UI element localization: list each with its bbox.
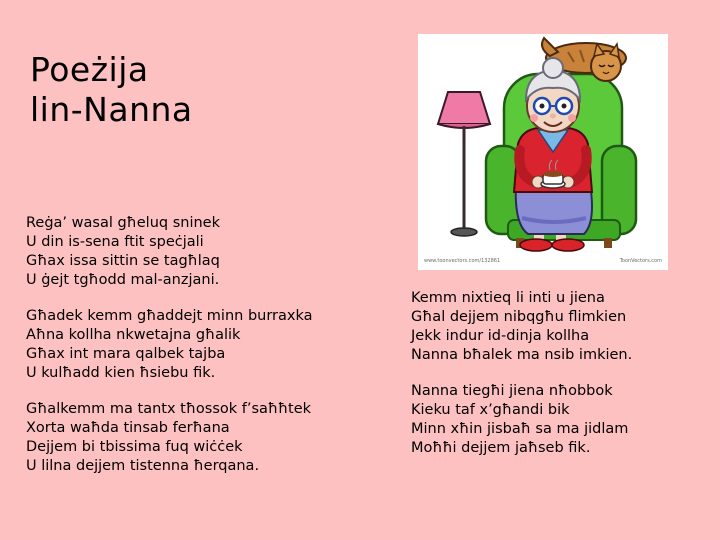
poem-line: Kemm nixtieq li inti u jiena [411,290,605,306]
poem-line: Xorta waħda tinsab ferħana [26,420,230,436]
watermark-left: www.toonvectors.com/132861 [424,258,501,264]
page-title [30,50,193,130]
poem-line: Reġa’ wasal għeluq sninek [26,215,220,231]
watermark-right: ToonVectors.com [619,258,662,264]
poem-right-column [411,289,711,475]
stanza [26,214,386,290]
poem-line: Moħħi dejjem jaħseb fik. [411,440,591,456]
poem-line: Għax issa sittin se tagħlaq [26,253,220,269]
poem-line: Għadek kemm għaddejt minn burraxka [26,308,313,324]
poem-line: Għalkemm ma tantx tħossok f’saħħtek [26,401,312,417]
poem-line: Kieku taf x’għandi bik [411,402,570,418]
stanza [411,382,711,458]
stanza [26,307,386,383]
grandma-armchair-illustration [418,34,668,270]
poem-line: Dejjem bi tbissima fuq wiċċek [26,439,243,455]
poem-line: Nanna tiegħi jiena nħobbok [411,383,613,399]
stanza [411,289,711,365]
stanza [26,400,386,476]
poem-line: Minn xħin jisbaħ sa ma jidlam [411,421,629,437]
poem-line: Aħna kollha nkwetajna għalik [26,327,241,343]
poem-line: Għax int mara qalbek tajba [26,346,226,362]
poem-line: Nanna bħalek ma nsib imkien. [411,347,633,363]
poem-left-column [26,214,386,493]
title-line-2: lin-Nanna [30,90,193,129]
poem-line: Jekk indur id-dinja kollha [411,328,590,344]
poem-line: Għal dejjem nibqgħu flimkien [411,309,627,325]
poem-line: U lilna dejjem tistenna ħerqana. [26,458,260,474]
poem-line: U kulħadd kien ħsiebu fik. [26,365,216,381]
poem-line: U ġejt tgħodd mal-anzjani. [26,272,220,288]
title-line-1: Poeżija [30,50,149,89]
poem-line: U din is-sena ftit speċjali [26,234,204,250]
